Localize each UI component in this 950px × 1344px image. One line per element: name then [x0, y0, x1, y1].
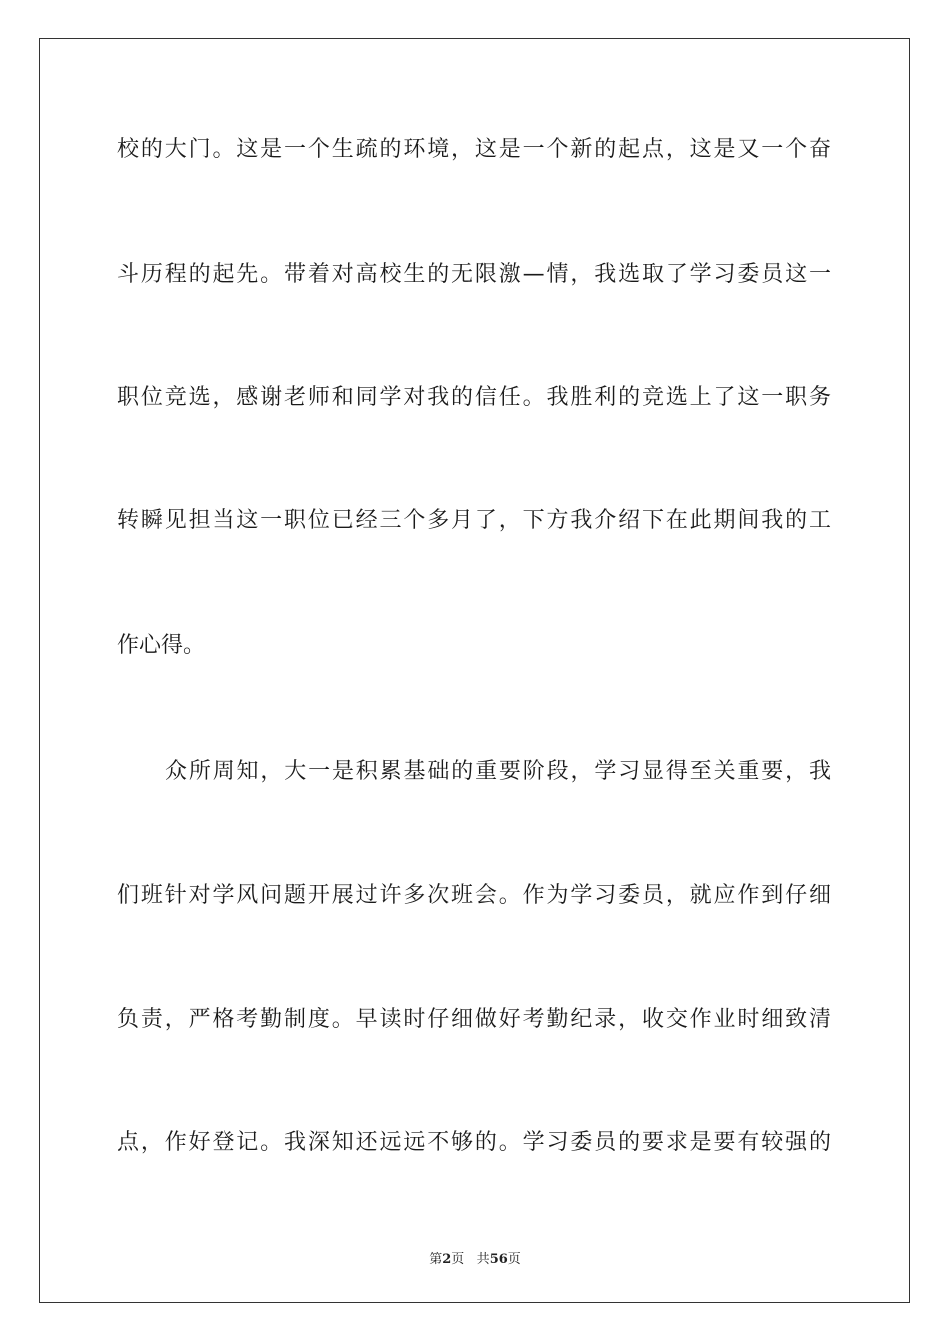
- text-line-5: 作心得。: [117, 633, 206, 658]
- footer-total-suffix: 页: [507, 1252, 521, 1267]
- footer-page-number: 2: [442, 1252, 452, 1267]
- page-footer: [0, 1248, 950, 1267]
- text-line-3: 职位竞选，感谢老师和同学对我的信任。我胜利的竞选上了这一职务: [117, 385, 831, 410]
- text-line-6: 众所周知，大一是积累基础的重要阶段，学习显得至关重要，我: [165, 759, 831, 784]
- text-line-8: 负责，严格考勤制度。早读时仔细做好考勤纪录，收交作业时细致清: [117, 1007, 831, 1032]
- text-line-4: 转瞬见担当这一职位已经三个多月了，下方我介绍下在此期间我的工: [117, 508, 831, 533]
- text-line-1: 校的大门。这是一个生疏的环境，这是一个新的起点，这是又一个奋: [117, 137, 831, 162]
- footer-total-pages: 56: [489, 1252, 508, 1267]
- text-line-9: 点，作好登记。我深知还远远不够的。学习委员的要求是要有较强的: [117, 1130, 831, 1155]
- text-line-2: 斗历程的起先。带着对高校生的无限激—情，我选取了学习委员这一: [117, 262, 831, 287]
- footer-total-prefix: 共: [476, 1252, 490, 1267]
- footer-page-prefix: 第: [429, 1252, 443, 1267]
- page-border: [39, 38, 910, 1303]
- text-line-7: 们班针对学风问题开展过许多次班会。作为学习委员，就应作到仔细: [117, 883, 831, 908]
- footer-page-suffix: 页: [451, 1252, 465, 1267]
